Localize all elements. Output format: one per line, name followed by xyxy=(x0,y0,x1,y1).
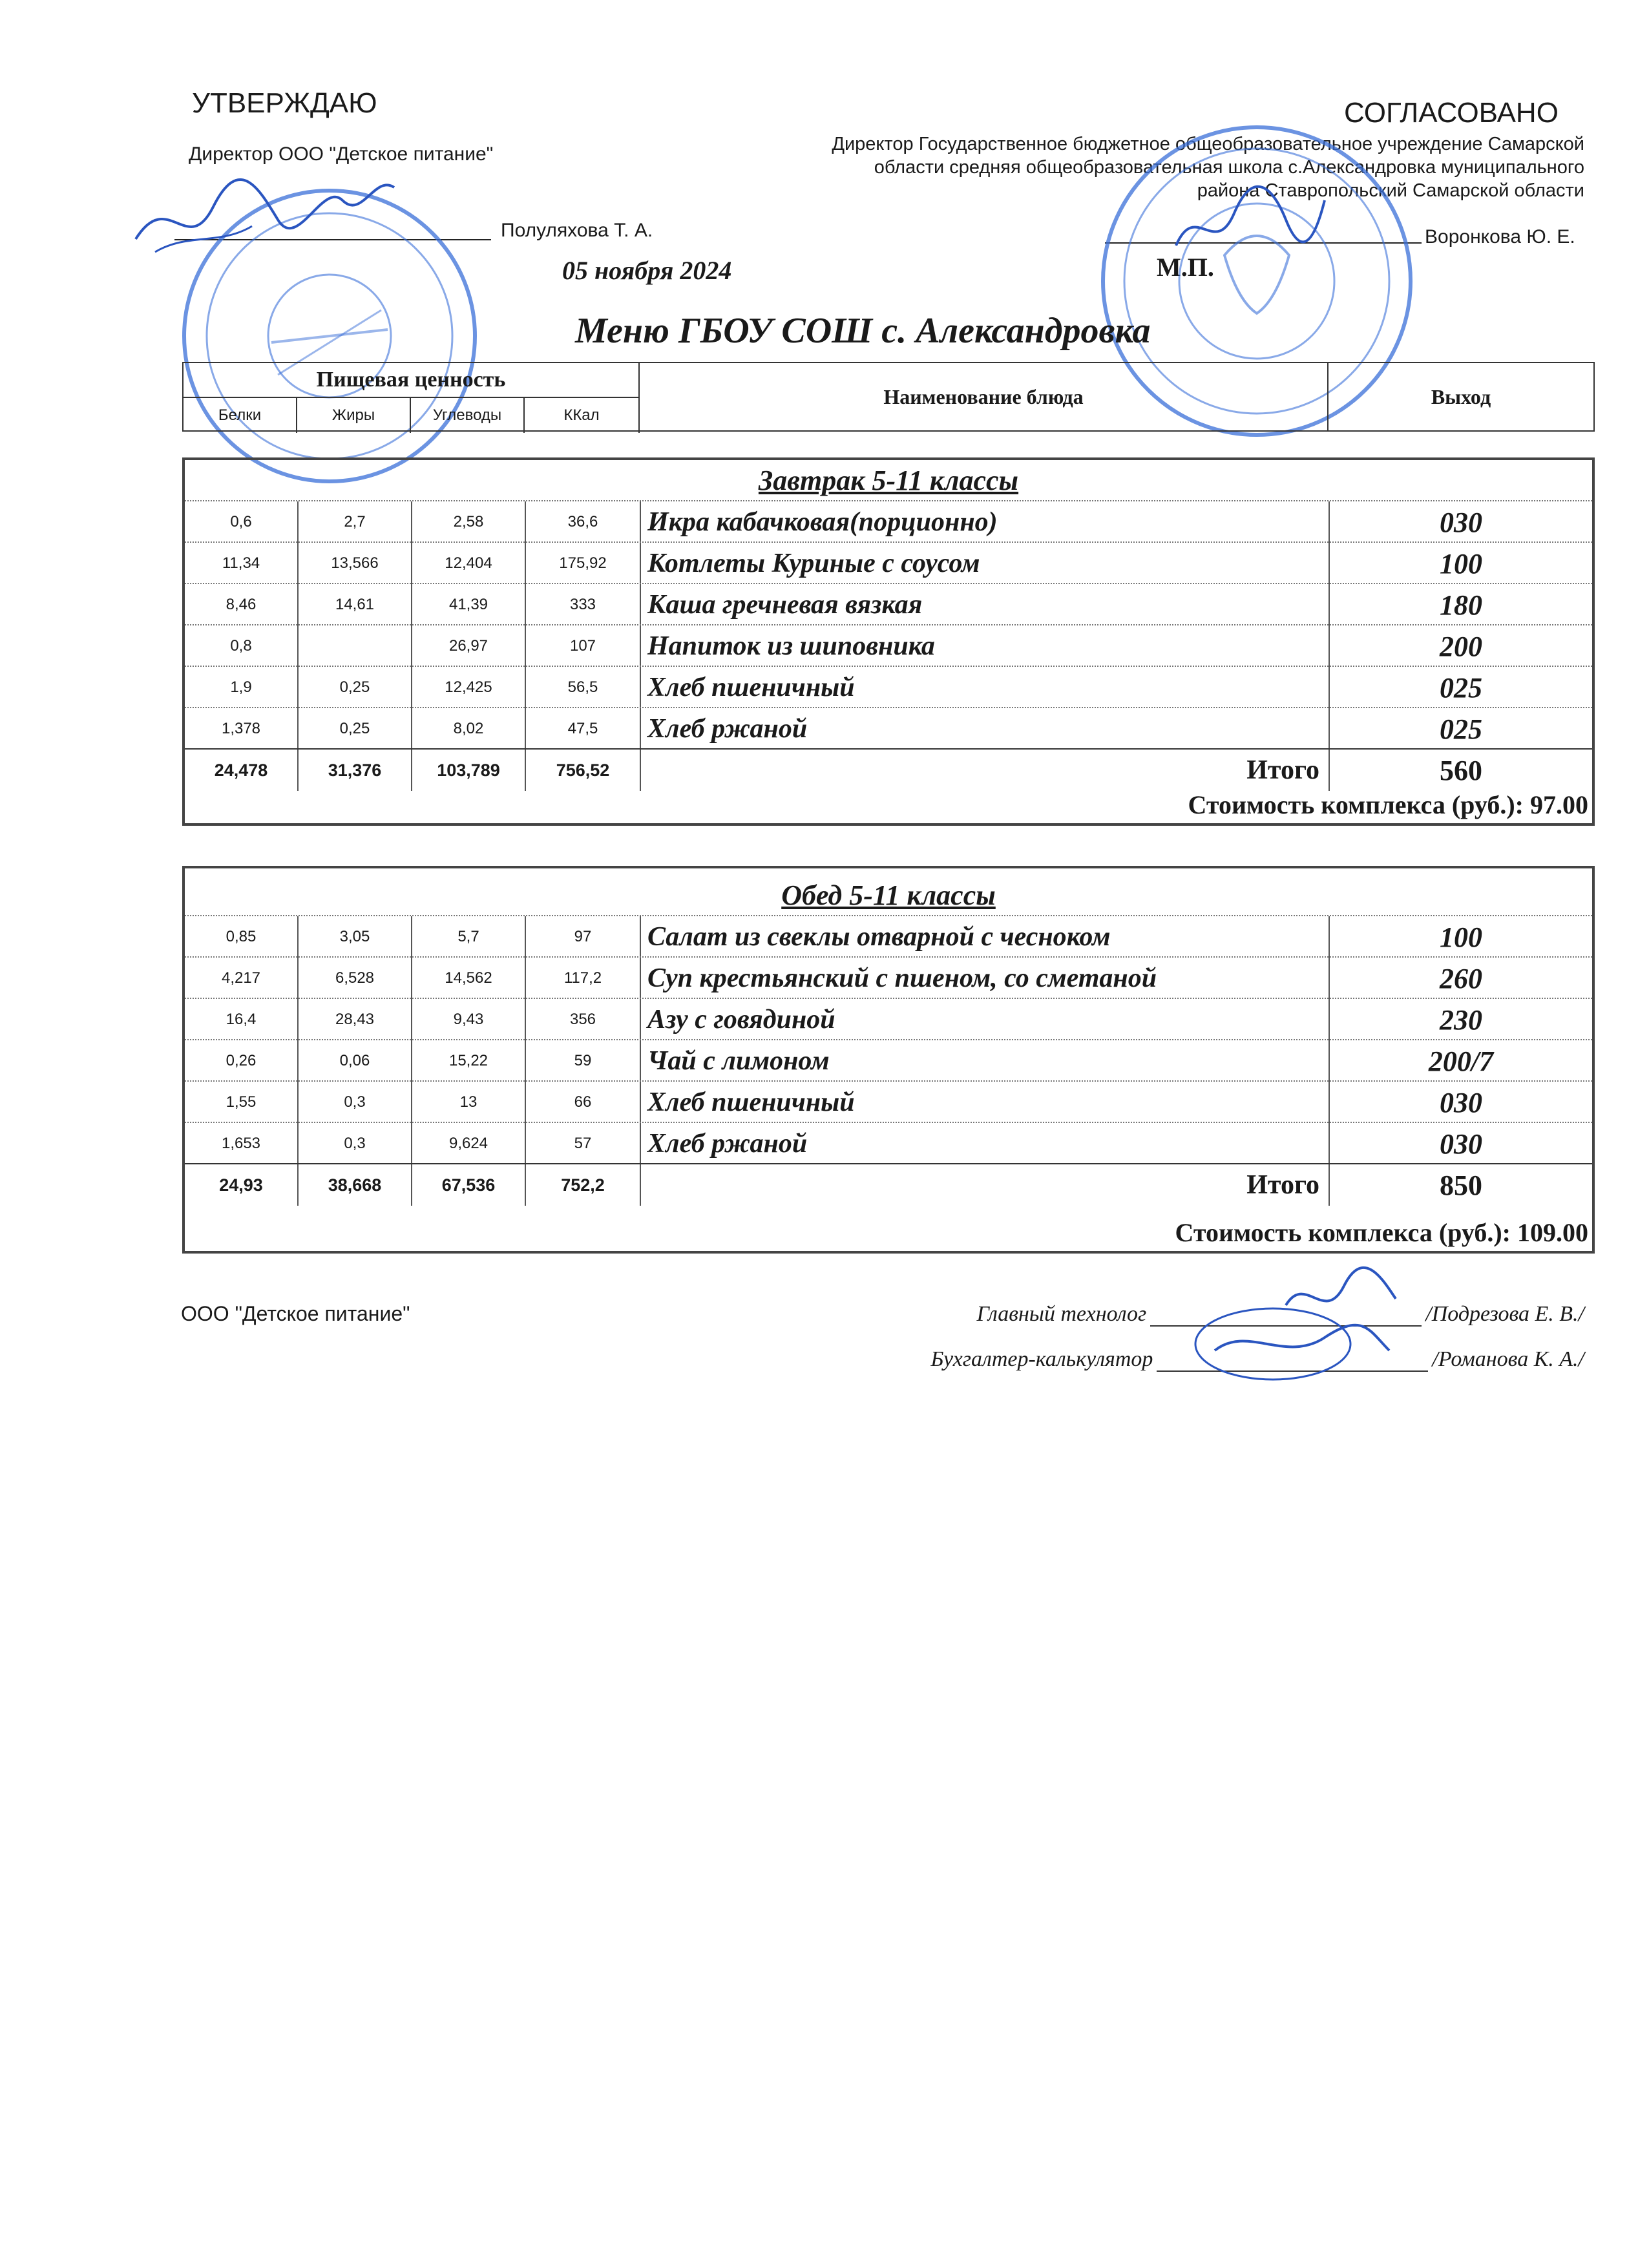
total-cell: 103,789 xyxy=(412,750,526,791)
nutrition-cell: 13,566 xyxy=(299,543,412,584)
footer-signatures-icon xyxy=(1176,1266,1447,1396)
agree-position-line: области средняя общеобразовательная школа с.Александровка муниципального xyxy=(874,157,1584,178)
nutrition-cell: 2,58 xyxy=(412,501,526,543)
dish-output: 230 xyxy=(1440,1003,1482,1036)
footer-org: ООО "Детское питание" xyxy=(181,1302,410,1325)
dish-name: Азу с говядиной xyxy=(641,999,1330,1040)
nutrition-cell: 12,404 xyxy=(412,543,526,584)
nutrition-cell: 41,39 xyxy=(412,584,526,625)
dish-output: 025 xyxy=(1440,671,1482,704)
total-row xyxy=(185,1163,1592,1206)
nutrition-cell: 28,43 xyxy=(299,999,412,1040)
nutrition-cell: 0,8 xyxy=(185,625,299,667)
approve-name: Полуляхова Т. А. xyxy=(501,220,653,241)
total-cell: 752,2 xyxy=(526,1164,641,1206)
agree-title: СОГЛАСОВАНО xyxy=(1344,97,1559,129)
total-label: Итого xyxy=(641,750,1330,791)
agree-position-line: Директор Государственное бюджетное общеобразовательное учреждение Самарской xyxy=(832,134,1584,154)
menu-title: Меню ГБОУ СОШ с. Александровка xyxy=(575,311,1151,351)
dish-output: 030 xyxy=(1440,1128,1482,1160)
carbs-header: Углеводы xyxy=(411,397,525,433)
nutrition-cell: 8,46 xyxy=(185,584,299,625)
dish-name: Хлеб пшеничный xyxy=(641,1082,1330,1123)
table-row xyxy=(185,1080,1592,1123)
nutrition-cell: 117,2 xyxy=(526,958,641,999)
nutrition-cell: 1,378 xyxy=(185,708,299,750)
nutrition-cell: 175,92 xyxy=(526,543,641,584)
dish-output: 260 xyxy=(1440,962,1482,994)
nutrition-cell: 57 xyxy=(526,1123,641,1164)
nutrition-cell: 26,97 xyxy=(412,625,526,667)
nutrition-cell: 0,06 xyxy=(299,1040,412,1082)
nutrition-cell: 59 xyxy=(526,1040,641,1082)
nutrition-cell: 8,02 xyxy=(412,708,526,750)
total-output: 850 xyxy=(1440,1169,1482,1201)
tech-name: /Подрезова Е. В./ xyxy=(1425,1302,1584,1326)
dish-output: 030 xyxy=(1440,1086,1482,1118)
table-row xyxy=(185,707,1592,750)
total-cell: 38,668 xyxy=(299,1164,412,1206)
nutrition-cell: 0,3 xyxy=(299,1123,412,1164)
nutrition-cell: 0,25 xyxy=(299,708,412,750)
table-row xyxy=(185,583,1592,625)
nutrition-cell: 4,217 xyxy=(185,958,299,999)
table-row xyxy=(185,1122,1592,1164)
nutrition-cell: 1,55 xyxy=(185,1082,299,1123)
nutrition-cell: 12,425 xyxy=(412,667,526,708)
lunch-title: Обед 5-11 классы xyxy=(781,879,996,911)
table-row xyxy=(185,915,1592,958)
dish-output: 200 xyxy=(1440,630,1482,662)
nutrition-cell: 15,22 xyxy=(412,1040,526,1082)
nutrition-cell: 56,5 xyxy=(526,667,641,708)
nutrition-cell: 0,3 xyxy=(299,1082,412,1123)
nutrition-cell: 3,05 xyxy=(299,916,412,958)
lunch-cost: Стоимость комплекса (руб.): 109.00 xyxy=(1175,1218,1588,1247)
nutrition-cell: 14,562 xyxy=(412,958,526,999)
nutrition-cell: 9,43 xyxy=(412,999,526,1040)
nutrition-cell: 11,34 xyxy=(185,543,299,584)
nutrition-cell: 1,653 xyxy=(185,1123,299,1164)
nutrition-cell: 0,25 xyxy=(299,667,412,708)
total-row xyxy=(185,748,1592,791)
total-cell: 67,536 xyxy=(412,1164,526,1206)
left-signature-icon xyxy=(129,162,401,265)
dish-name: Каша гречневая вязкая xyxy=(641,584,1330,625)
header-table xyxy=(182,362,1595,432)
breakfast-block xyxy=(182,457,1595,826)
nutrition-cell: 5,7 xyxy=(412,916,526,958)
nutrition-header: Пищевая ценность xyxy=(184,363,640,397)
dish-name: Котлеты Куриные с соусом xyxy=(641,543,1330,584)
dish-name: Хлеб ржаной xyxy=(641,1123,1330,1164)
nutrition-cell: 0,26 xyxy=(185,1040,299,1082)
nutrition-cell: 2,7 xyxy=(299,501,412,543)
breakfast-cost: Стоимость комплекса (руб.): 97.00 xyxy=(1188,790,1588,819)
nutrition-cell: 107 xyxy=(526,625,641,667)
total-cell: 31,376 xyxy=(299,750,412,791)
nutrition-cell: 13 xyxy=(412,1082,526,1123)
proteins-header: Белки xyxy=(184,397,297,433)
table-row xyxy=(185,541,1592,584)
dish-name: Хлеб пшеничный xyxy=(641,667,1330,708)
nutrition-cell xyxy=(299,625,412,667)
dish-output: 030 xyxy=(1440,506,1482,538)
dish-header: Наименование блюда xyxy=(640,363,1329,430)
right-signature-icon xyxy=(1163,174,1331,271)
total-cell: 24,93 xyxy=(185,1164,299,1206)
agree-position-line: района Ставропольский Самарской области xyxy=(1197,180,1584,201)
nutrition-cell: 36,6 xyxy=(526,501,641,543)
accountant-name: /Романова К. А./ xyxy=(1432,1347,1584,1371)
dish-name: Напиток из шиповника xyxy=(641,625,1330,667)
table-row xyxy=(185,1039,1592,1082)
table-row xyxy=(185,956,1592,999)
dish-output: 100 xyxy=(1440,921,1482,953)
dish-output: 200/7 xyxy=(1428,1045,1494,1077)
nutrition-cell: 66 xyxy=(526,1082,641,1123)
nutrition-cell: 97 xyxy=(526,916,641,958)
mp-label: М.П. xyxy=(1157,253,1214,282)
nutrition-cell: 1,9 xyxy=(185,667,299,708)
dish-name: Суп крестьянский с пшеном, со сметаной xyxy=(641,958,1330,999)
approve-position: Директор ООО "Детское питание" xyxy=(189,143,494,165)
kcal-header: ККал xyxy=(525,397,640,433)
approve-title: УТВЕРЖДАЮ xyxy=(192,87,377,119)
table-row xyxy=(185,500,1592,543)
breakfast-title: Завтрак 5-11 классы xyxy=(758,465,1019,496)
table-row xyxy=(185,666,1592,708)
total-cell: 24,478 xyxy=(185,750,299,791)
accountant-role: Бухгалтер-калькулятор xyxy=(930,1347,1153,1371)
nutrition-cell: 9,624 xyxy=(412,1123,526,1164)
total-output: 560 xyxy=(1440,754,1482,786)
menu-date: 05 ноября 2024 xyxy=(562,256,732,285)
fats-header: Жиры xyxy=(297,397,411,433)
tech-role: Главный технолог xyxy=(976,1302,1147,1326)
nutrition-cell: 16,4 xyxy=(185,999,299,1040)
nutrition-cell: 333 xyxy=(526,584,641,625)
total-label: Итого xyxy=(641,1164,1330,1206)
lunch-block xyxy=(182,866,1595,1254)
dish-output: 100 xyxy=(1440,547,1482,580)
nutrition-cell: 0,6 xyxy=(185,501,299,543)
agree-name: Воронкова Ю. Е. xyxy=(1425,226,1575,247)
output-header: Выход xyxy=(1431,384,1491,408)
table-row xyxy=(185,998,1592,1040)
nutrition-cell: 47,5 xyxy=(526,708,641,750)
dish-name: Салат из свеклы отварной с чесноком xyxy=(641,916,1330,958)
dish-name: Чай с лимоном xyxy=(641,1040,1330,1082)
table-row xyxy=(185,624,1592,667)
nutrition-cell: 0,85 xyxy=(185,916,299,958)
dish-output: 025 xyxy=(1440,713,1482,745)
total-cell: 756,52 xyxy=(526,750,641,791)
dish-name: Икра кабачковая(порционно) xyxy=(641,501,1330,543)
dish-output: 180 xyxy=(1440,589,1482,621)
dish-name: Хлеб ржаной xyxy=(641,708,1330,750)
nutrition-cell: 356 xyxy=(526,999,641,1040)
nutrition-cell: 6,528 xyxy=(299,958,412,999)
nutrition-cell: 14,61 xyxy=(299,584,412,625)
